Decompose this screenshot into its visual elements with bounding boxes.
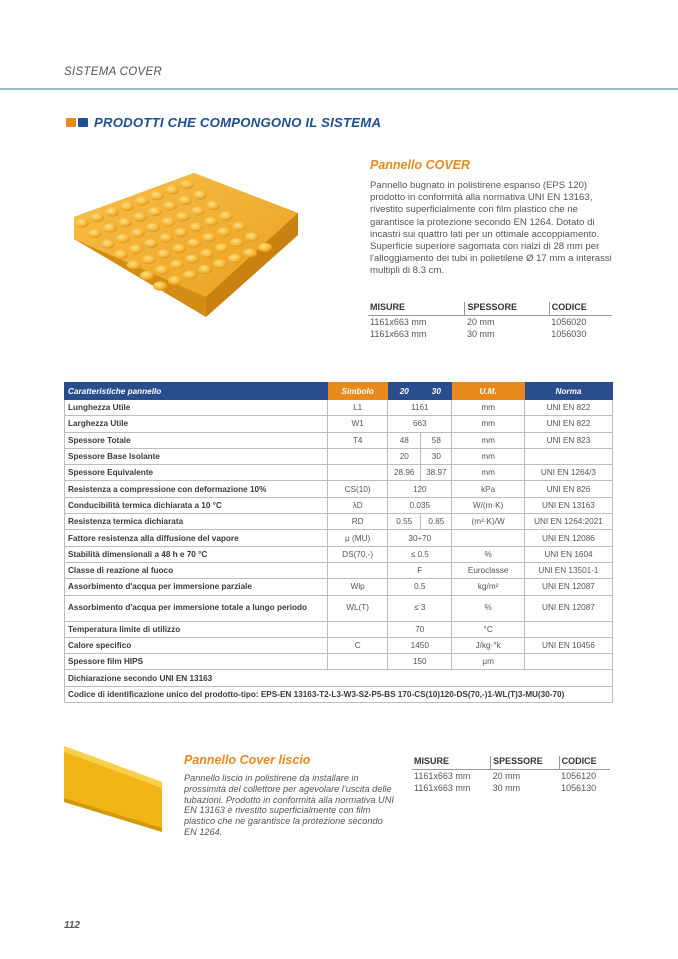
cell-characteristic: Spessore Base Isolante bbox=[65, 448, 328, 464]
cell-codice: 1056020 bbox=[551, 317, 587, 327]
panel-bump bbox=[90, 213, 104, 222]
panel-bump bbox=[243, 248, 257, 257]
col-codice: CODICE bbox=[549, 302, 612, 316]
panel-bump bbox=[155, 265, 169, 274]
panel-bump bbox=[165, 185, 179, 194]
panel-bump bbox=[133, 212, 147, 221]
cell-norm: UNI EN 13163 bbox=[524, 497, 612, 513]
cell-characteristic: Resistenza termica dichiarata bbox=[65, 514, 328, 530]
product1-description: Pannello bugnato in polistirene espanso (EPS 120) prodotto in conformità alla normativa UNI EN 13163, rivestito superficialmente con film plastico che ne garantisce la protezione secondo EN 1264. Dotato di incastri sui quattro lati per un ottimale accoppiamento. Superficie superiore sagomata con rialzi di 28 mm per l'alloggiamento dei tubi in polietilene Ø 17 mm a interassi multipli di 8.3 cm. bbox=[370, 180, 612, 277]
panel-bump bbox=[183, 270, 197, 279]
cell-um: kg/m² bbox=[452, 579, 525, 595]
cell-norm bbox=[524, 621, 612, 637]
cell-norm: UNI EN 1264:2021 bbox=[524, 514, 612, 530]
cell-misure: 1161x663 mm bbox=[414, 783, 471, 793]
panel-bump bbox=[144, 239, 158, 248]
table-row bbox=[65, 595, 613, 621]
cell-symbol: C bbox=[328, 637, 388, 653]
cell-norm: UNI EN 12087 bbox=[524, 579, 612, 595]
cell-value: 120 bbox=[388, 481, 452, 497]
table-row bbox=[65, 621, 613, 637]
cell-symbol: RD bbox=[328, 514, 388, 530]
table-row bbox=[368, 328, 612, 340]
col-codice: CODICE bbox=[559, 756, 610, 770]
header-20: 20 bbox=[388, 383, 421, 400]
cell-symbol: CS(10) bbox=[328, 481, 388, 497]
table-row bbox=[65, 562, 613, 578]
panel-bump bbox=[114, 250, 128, 259]
header-characteristics: Caratteristiche pannello bbox=[65, 383, 328, 400]
cell-symbol: DS(70,-) bbox=[328, 546, 388, 562]
cell-value-20: 0.55 bbox=[388, 514, 421, 530]
panel-bump bbox=[157, 249, 171, 258]
panel-bump bbox=[88, 229, 102, 238]
main-heading bbox=[66, 115, 381, 130]
cell-symbol bbox=[328, 654, 388, 670]
panel-bump bbox=[105, 207, 119, 216]
product-code-row: Codice di identificazione unico del prodotto-tipo: EPS-EN 13163-T2-L3-W3-S2-P5-BS 170-CS(10)120-DS(70,-)1-WL(T)3-MU(30-70) bbox=[65, 686, 613, 702]
cell-um: W/(m·K) bbox=[452, 497, 525, 513]
panel-bump bbox=[191, 206, 205, 215]
panel-bump bbox=[200, 249, 214, 258]
table-row bbox=[65, 481, 613, 497]
section-label: SISTEMA COVER bbox=[64, 66, 163, 78]
orange-square-icon bbox=[66, 118, 76, 127]
panel-bump bbox=[228, 254, 242, 263]
col-spessore: SPESSORE bbox=[491, 756, 559, 770]
panel-bump bbox=[103, 223, 117, 232]
cell-norm: UNI EN 823 bbox=[524, 432, 612, 448]
cell-characteristic: Classe di reazione al fuoco bbox=[65, 562, 328, 578]
cell-codice: 1056030 bbox=[551, 329, 587, 339]
table-row bbox=[65, 637, 613, 653]
col-misure: MISURE bbox=[412, 756, 491, 770]
cell-characteristic: Larghezza Utile bbox=[65, 416, 328, 432]
cell-norm bbox=[524, 448, 612, 464]
panel-bump bbox=[153, 281, 167, 290]
panel-bump bbox=[129, 244, 143, 253]
cell-characteristic: Fattore resistenza alla diffusione del vapore bbox=[65, 530, 328, 546]
panel-bump bbox=[163, 201, 177, 210]
blue-square-icon bbox=[78, 118, 88, 127]
panel-bump bbox=[146, 223, 160, 232]
cell-spessore: 30 mm bbox=[466, 329, 495, 339]
cell-value-20: 28.96 bbox=[388, 465, 421, 481]
cell-symbol bbox=[328, 465, 388, 481]
product1-spec-table bbox=[368, 302, 612, 340]
cell-um: mm bbox=[452, 400, 525, 416]
cell-symbol: W1 bbox=[328, 416, 388, 432]
panel-bump bbox=[245, 232, 259, 241]
cell-misure: 1161x663 mm bbox=[370, 317, 427, 327]
panel-bump bbox=[127, 260, 141, 269]
cell-norm bbox=[524, 654, 612, 670]
cell-characteristic: Temperatura limite di utilizzo bbox=[65, 621, 328, 637]
panel-bump bbox=[232, 222, 246, 231]
table-row bbox=[65, 686, 613, 702]
panel-bump bbox=[150, 191, 164, 200]
cell-um: Euroclasse bbox=[452, 562, 525, 578]
panel-bump bbox=[118, 218, 132, 227]
panel-bump bbox=[258, 243, 272, 252]
cell-characteristic: Assorbimento d'acqua per immersione parziale bbox=[65, 579, 328, 595]
panel-bump bbox=[215, 243, 229, 252]
cell-misure: 1161x663 mm bbox=[370, 329, 427, 339]
cell-value: ≤ 3 bbox=[388, 595, 452, 621]
panel-bump bbox=[142, 255, 156, 264]
table-row bbox=[65, 514, 613, 530]
cell-symbol: μ (MU) bbox=[328, 530, 388, 546]
cell-characteristic: Conducibilità termica dichiarata a 10 °C bbox=[65, 497, 328, 513]
cell-um: mm bbox=[452, 416, 525, 432]
table-row bbox=[65, 465, 613, 481]
header-symbol: Simbolo bbox=[328, 383, 388, 400]
panel-bump bbox=[230, 238, 244, 247]
cell-value: 30÷70 bbox=[388, 530, 452, 546]
panel-bump bbox=[178, 196, 192, 205]
panel-bump bbox=[101, 239, 115, 248]
cell-norm: UNI EN 12086 bbox=[524, 530, 612, 546]
panel-bump bbox=[174, 228, 188, 237]
product2-title: Pannello Cover liscio bbox=[184, 753, 311, 767]
table-row bbox=[65, 530, 613, 546]
panel-bump bbox=[161, 217, 175, 226]
panel-bump bbox=[148, 207, 162, 216]
cell-characteristic: Spessore Equivalente bbox=[65, 465, 328, 481]
col-spessore: SPESSORE bbox=[465, 302, 549, 316]
cell-um: kPa bbox=[452, 481, 525, 497]
panel-bump bbox=[172, 244, 186, 253]
cell-norm: UNI EN 1604 bbox=[524, 546, 612, 562]
cell-codice: 1056120 bbox=[561, 771, 597, 781]
table-row bbox=[65, 670, 613, 686]
cell-norm: UNI EN 822 bbox=[524, 416, 612, 432]
cell-symbol: WL(T) bbox=[328, 595, 388, 621]
table-row bbox=[65, 579, 613, 595]
cell-value: 663 bbox=[388, 416, 452, 432]
cell-characteristic: Resistenza a compressione con deformazione 10% bbox=[65, 481, 328, 497]
cell-characteristic: Stabilità dimensionali a 48 h e 70 °C bbox=[65, 546, 328, 562]
characteristics-table bbox=[64, 382, 613, 703]
header-30: 30 bbox=[421, 383, 452, 400]
cell-characteristic: Spessore Totale bbox=[65, 432, 328, 448]
cell-symbol: Wlp bbox=[328, 579, 388, 595]
cell-value-30: 0.85 bbox=[421, 514, 452, 530]
table-row bbox=[65, 400, 613, 416]
cell-value: 150 bbox=[388, 654, 452, 670]
panel-bump bbox=[217, 227, 231, 236]
table-row bbox=[65, 497, 613, 513]
panel-bump bbox=[213, 259, 227, 268]
table-row bbox=[65, 448, 613, 464]
cell-um: mm bbox=[452, 465, 525, 481]
table-row bbox=[412, 782, 610, 794]
table-row bbox=[412, 770, 610, 783]
cell-symbol: λD bbox=[328, 497, 388, 513]
cell-value-20: 20 bbox=[388, 448, 421, 464]
panel-bump bbox=[193, 190, 207, 199]
panel-bump bbox=[202, 233, 216, 242]
cell-characteristic: Assorbimento d'acqua per immersione totale a lungo periodo bbox=[65, 595, 328, 621]
cell-um: % bbox=[452, 546, 525, 562]
table-row bbox=[65, 546, 613, 562]
cell-value-30: 58 bbox=[421, 432, 452, 448]
panel-bump bbox=[140, 271, 154, 280]
cell-value: F bbox=[388, 562, 452, 578]
cell-spessore: 20 mm bbox=[492, 771, 521, 781]
col-misure: MISURE bbox=[368, 302, 465, 316]
cell-um: (m²·K)/W bbox=[452, 514, 525, 530]
cell-um: μm bbox=[452, 654, 525, 670]
panel-bump bbox=[75, 218, 89, 227]
cell-um: °C bbox=[452, 621, 525, 637]
cell-norm: UNI EN 822 bbox=[524, 400, 612, 416]
panel-bump bbox=[187, 238, 201, 247]
cell-um: mm bbox=[452, 432, 525, 448]
cell-value: ≤ 0.5 bbox=[388, 546, 452, 562]
cell-characteristic: Spessore film HIPS bbox=[65, 654, 328, 670]
cell-symbol: T4 bbox=[328, 432, 388, 448]
cell-spessore: 30 mm bbox=[492, 783, 521, 793]
panel-bump bbox=[189, 222, 203, 231]
product1-title: Pannello COVER bbox=[370, 158, 471, 172]
studded-panel-image bbox=[66, 165, 306, 330]
panel-bump bbox=[135, 196, 149, 205]
cell-norm: UNI EN 12087 bbox=[524, 595, 612, 621]
panel-bump bbox=[176, 212, 190, 221]
table-row bbox=[65, 416, 613, 432]
panel-bump bbox=[120, 202, 134, 211]
cell-symbol bbox=[328, 621, 388, 637]
cell-um bbox=[452, 530, 525, 546]
cell-symbol: L1 bbox=[328, 400, 388, 416]
product2-spec-table bbox=[412, 756, 610, 794]
cell-um: % bbox=[452, 595, 525, 621]
panel-bump bbox=[180, 180, 194, 189]
panel-bump bbox=[198, 265, 212, 274]
panel-bump bbox=[185, 254, 199, 263]
cell-value: 0.5 bbox=[388, 579, 452, 595]
header-um: U.M. bbox=[452, 383, 525, 400]
cell-norm: UNI EN 13501-1 bbox=[524, 562, 612, 578]
page-number: 112 bbox=[64, 920, 80, 931]
panel-bump bbox=[159, 233, 173, 242]
cell-um: J/kg·°k bbox=[452, 637, 525, 653]
panel-bump bbox=[131, 228, 145, 237]
panel-bump bbox=[116, 234, 130, 243]
panel-bump bbox=[170, 260, 184, 269]
cell-value: 70 bbox=[388, 621, 452, 637]
cell-value: 1161 bbox=[388, 400, 452, 416]
cell-value: 0.035 bbox=[388, 497, 452, 513]
cell-value-30: 38.97 bbox=[421, 465, 452, 481]
cell-norm: UNI EN 10456 bbox=[524, 637, 612, 653]
product2-description: Pannello liscio in polistirene da installare in prossimità del collettore per agevolare l'uscita delle tubazioni. Prodotto in conformità alla normativa UNI EN 13163 è rivestito superficialmente con film plastico che ne garantisce la protezione secondo EN 1264. bbox=[184, 773, 394, 837]
page-heading: PRODOTTI CHE COMPONGONO IL SISTEMA bbox=[94, 115, 382, 130]
cell-value: 1450 bbox=[388, 637, 452, 653]
flat-panel-image bbox=[62, 742, 162, 832]
cell-value-30: 30 bbox=[421, 448, 452, 464]
panel-bump bbox=[219, 211, 233, 220]
cell-characteristic: Lunghezza Utile bbox=[65, 400, 328, 416]
cell-characteristic: Calore specifico bbox=[65, 637, 328, 653]
panel-bump bbox=[206, 201, 220, 210]
cell-value-20: 48 bbox=[388, 432, 421, 448]
panel-bump bbox=[204, 217, 218, 226]
cell-misure: 1161x663 mm bbox=[414, 771, 471, 781]
header-norm: Norma bbox=[524, 383, 612, 400]
table-row bbox=[65, 432, 613, 448]
table-row bbox=[65, 654, 613, 670]
header-rule bbox=[0, 88, 678, 90]
cell-norm: UNI EN 1264/3 bbox=[524, 465, 612, 481]
table-row bbox=[368, 316, 612, 329]
cell-symbol bbox=[328, 562, 388, 578]
cell-spessore: 20 mm bbox=[466, 317, 495, 327]
cell-um: mm bbox=[452, 448, 525, 464]
cell-codice: 1056130 bbox=[561, 783, 597, 793]
panel-bump bbox=[168, 276, 182, 285]
cell-norm: UNI EN 826 bbox=[524, 481, 612, 497]
cell-symbol bbox=[328, 448, 388, 464]
declaration-row: Dichiarazione secondo UNI EN 13163 bbox=[65, 670, 613, 686]
